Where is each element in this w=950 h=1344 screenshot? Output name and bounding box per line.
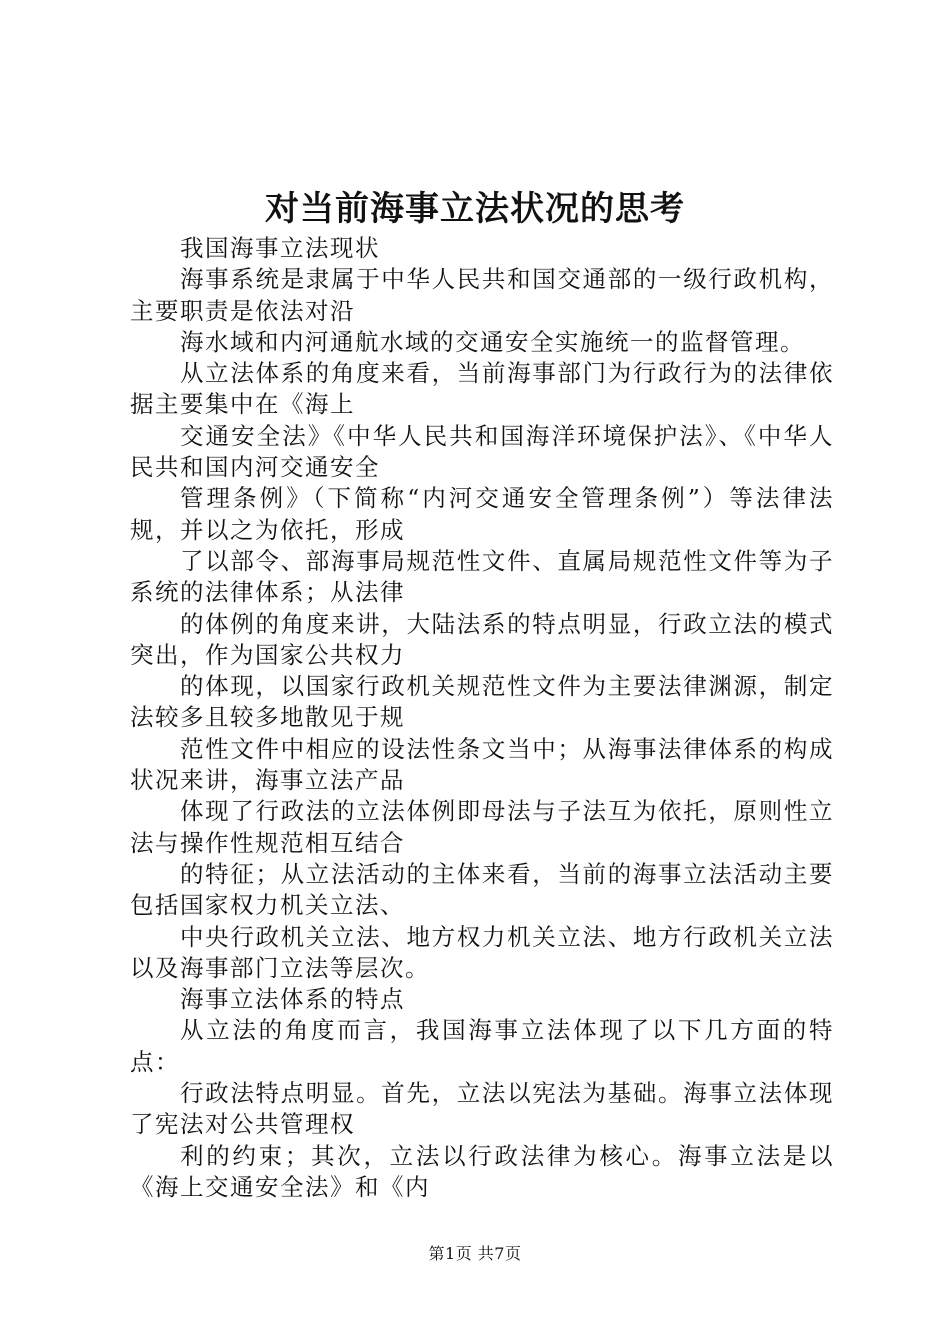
paragraph: 的体现，以国家行政机关规范性文件为主要法律渊源，制定法较多且较多地散见于规 [130, 672, 834, 732]
paragraph: 行政法特点明显。首先，立法以宪法为基础。海事立法体现了宪法对公共管理权 [130, 1079, 834, 1139]
paragraph: 从立法的角度而言，我国海事立法体现了以下几方面的特点： [130, 1016, 834, 1076]
document-body [130, 233, 834, 1203]
paragraph: 的体例的角度来讲，大陆法系的特点明显，行政立法的模式突出，作为国家公共权力 [130, 609, 834, 669]
paragraph: 了以部令、部海事局规范性文件、直属局规范性文件等为子系统的法律体系；从法律 [130, 546, 834, 607]
paragraph: 的特征；从立法活动的主体来看，当前的海事立法活动主要包括国家权力机关立法、 [130, 859, 834, 920]
paragraph: 交通安全法》《中华人民共和国海洋环境保护法》、《中华人民共和国内河交通安全 [130, 421, 834, 482]
section-heading-features: 海事立法体系的特点 [180, 985, 405, 1014]
paragraph: 管理条例》（下简称“内河交通安全管理条例”）等法律法规，并以之为依托，形成 [130, 484, 834, 544]
document-title: 对当前海事立法状况的思考 [265, 189, 685, 229]
paragraph: 海事系统是隶属于中华人民共和国交通部的一级行政机构，主要职责是依法对沿 [130, 265, 834, 325]
paragraph: 体现了行政法的立法体例即母法与子法互为依托，原则性立法与操作性规范相互结合 [130, 797, 834, 857]
paragraph: 利的约束；其次，立法以行政法律为核心。海事立法是以《海上交通安全法》和《内 [130, 1141, 834, 1201]
paragraph: 中央行政机关立法、地方权力机关立法、地方行政机关立法以及海事部门立法等层次。 [130, 922, 834, 982]
section-heading-status: 我国海事立法现状 [180, 234, 380, 262]
page-footer: 第1页 共7页 [428, 1244, 522, 1263]
paragraph: 海水域和内河通航水域的交通安全实施统一的监督管理。 [180, 327, 805, 356]
paragraph: 从立法体系的角度来看，当前海事部门为行政行为的法律依据主要集中在《海上 [130, 359, 834, 419]
paragraph: 范性文件中相应的设法性条文当中；从海事法律体系的构成状况来讲，海事立法产品 [130, 734, 834, 795]
